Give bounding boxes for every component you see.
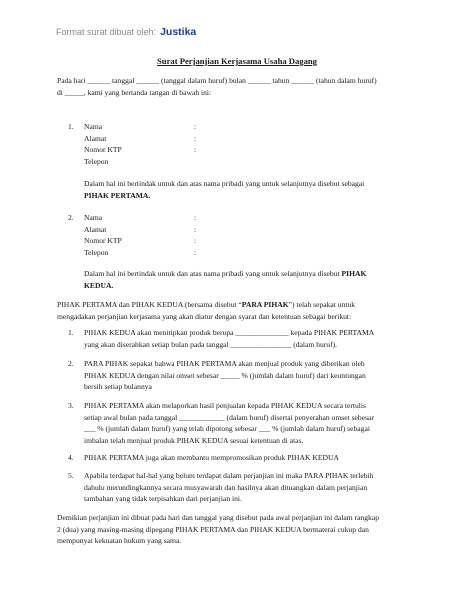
field-colon: :	[194, 224, 197, 234]
clause-number: 4.	[68, 453, 74, 462]
clause-line: dahulu merundingkannya secara musyawarah dan hasilnya akan dituangkan dalam perjanjian	[84, 482, 368, 492]
closing-line: Demikian perjanjian ini dibuat pada hari dan tanggal yang disebut pada awal perjanjian ini dalam rangkap	[57, 513, 379, 522]
intro-line: mengadakan perjanjian kerjasama yang akan diatur dengan syarat dan ketentuan sebagai berikut:	[57, 311, 352, 321]
clause-line: tambahan yang tidak terpisahkan dari perjanjian ini.	[84, 494, 242, 503]
opening-line: di _____, kami yang bertanda tangan di bawah ini:	[57, 88, 212, 97]
clause-line: yang akan diserahkan setiap bulan pada tanggal ________________ (dalam huruf).	[84, 339, 338, 349]
intro-text: PIHAK PERTAMA dan PIHAK KEDUA (bersama disebut “	[57, 300, 242, 309]
clause-number: 5.	[68, 471, 74, 480]
clause-number: 2.	[68, 359, 74, 368]
closing-line: 2 (dua) yang masing-masing dipegang PIHAK PERTAMA dan PIHAK KEDUA bermaterai cukup dan	[57, 524, 369, 534]
clause-line: setiap awal bulan pada tanggal ____________ (dalam huruf) disertai penyerahan omset sebesar	[84, 412, 374, 422]
document-title: Surat Perjanjian Kerjasama Usaha Dagang	[157, 56, 317, 66]
field-colon: :	[194, 236, 197, 245]
clause-line: PIHAK KEDUA dengan nilai omset sebesar _____ % (jumlah dalam huruf) dari keuntungan	[84, 370, 366, 380]
clause-line: imbalan telah menjual produk PIHAK KEDUA sesuai ketentuan di atas.	[84, 435, 304, 445]
intro-line	[57, 299, 355, 310]
party2-field-label: Telepon	[84, 247, 109, 257]
intro-bold: PARA PIHAK	[241, 300, 289, 309]
clause-line: ___ % (jumlah dalam huruf) yang telah dipotong sebesar ___ % (jumlah dalam huruf) sebagai	[84, 424, 370, 433]
party1-role: PIHAK PERTAMA.	[84, 190, 151, 200]
clause-number: 3.	[68, 401, 74, 410]
clause-line: PARA PIHAK sepakat bahwa PIHAK PERTAMA akan menjual produk yang diberikan oleh	[84, 359, 365, 368]
brand-logo: Justika	[160, 26, 197, 38]
field-colon: :	[194, 122, 197, 131]
party2-field-label: Nomor KTP	[84, 236, 122, 245]
party1-description: Dalam hal ini bertindak untuk dan atas nama pribadi yang untuk selanjutnya disebut sebagai	[84, 179, 365, 188]
party1-field-label: Alamat	[84, 133, 107, 143]
clause-line: bersih setiap bulannya	[84, 382, 152, 391]
party2-field-label: Nama	[84, 213, 103, 222]
field-colon: :	[194, 133, 197, 143]
party2-description	[84, 268, 366, 279]
field-colon: :	[194, 145, 197, 154]
party1-number: 1.	[68, 122, 74, 131]
intro-text: ”) telah sepakat untuk	[288, 300, 356, 309]
clause-line: Apabila terdapat hal-hal yang belum terdapat dalam perjanjian ini maka PARA PIHAK terlebih	[84, 471, 374, 480]
header-prefix: Format surat dibuat oleh:	[56, 27, 157, 37]
page-header	[56, 26, 196, 38]
party1-field-label: Telepon	[84, 156, 109, 166]
field-colon: :	[194, 213, 197, 222]
party2-description-text: Dalam hal ini bertindak untuk dan atas nama pribadi yang untuk selanjutnya disebut	[84, 269, 340, 278]
party2-role: PIHAK	[341, 269, 367, 278]
closing-line: mempunyai kekuatan hukum yang sama.	[57, 536, 182, 545]
party1-field-label: Nomor KTP	[84, 145, 122, 154]
party2-number: 2.	[68, 213, 74, 222]
party2-field-label: Alamat	[84, 224, 107, 234]
opening-line: Pada hari ______ tanggal ______ (tanggal dalam huruf) bulan ______ tahun ______ (tahun dalam huruf)	[57, 76, 377, 85]
party2-role: KEDUA.	[84, 280, 114, 290]
field-colon: :	[194, 247, 197, 257]
clause-line: PIHAK KEDUA akan menitipkan produk berupa ______________ kepada PIHAK PERTAMA	[84, 328, 375, 337]
clause-number: 1.	[68, 328, 74, 337]
clause-line: PIHAK PERTAMA akan melaporkan hasil penjualan kepada PIHAK KEDUA secara tertulis	[84, 401, 366, 410]
clause-line: PIHAK PERTAMA juga akan membantu mempromosikan produk PIHAK KEDUA	[84, 453, 339, 462]
party1-field-label: Nama	[84, 122, 103, 131]
